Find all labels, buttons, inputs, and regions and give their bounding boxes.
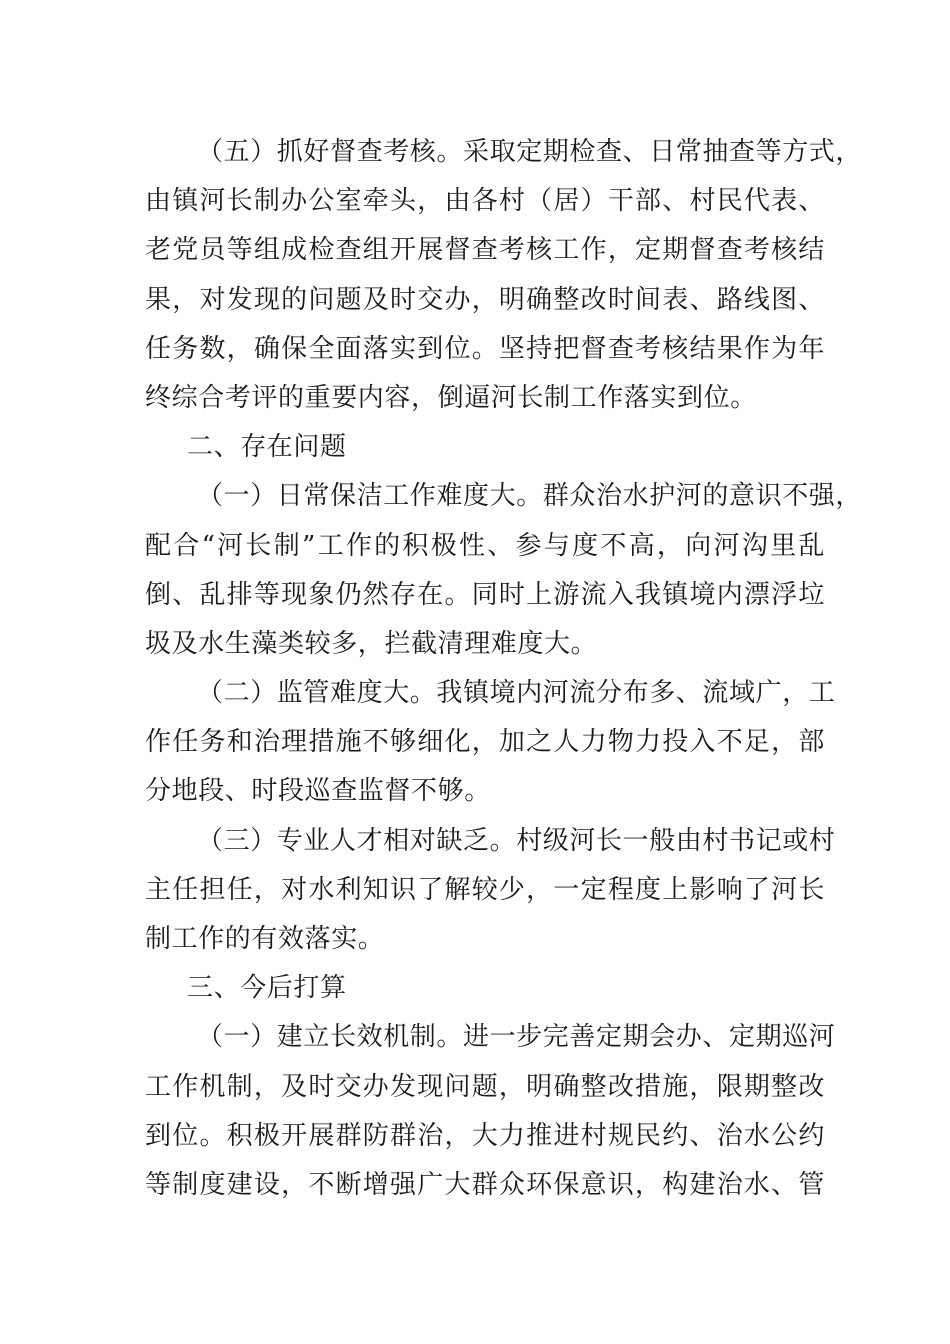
text-line: 工作机制，及时交办发现问题，明确整改措施，限期整改	[145, 1071, 825, 1102]
paragraph-daily-cleaning	[145, 472, 863, 669]
section-heading-existing-problems: 二、存在问题	[187, 432, 347, 463]
document-body	[145, 128, 863, 1210]
text-line: （五）抓好督查考核。采取定期检查、日常抽查等方式，	[197, 137, 863, 167]
paragraph-supervision-difficulty	[145, 669, 836, 817]
text-line: 到位。积极开展群防群治，大力推进村规民约、治水公约	[145, 1120, 825, 1151]
text-line: 配合“河长制”工作的积极性、参与度不高，向河沟里乱	[145, 530, 825, 561]
text-line: 终综合考评的重要内容，倒逼河长制工作落实到位。	[145, 382, 757, 413]
text-line: （二）监管难度大。我镇境内河流分布多、流域广，工	[197, 678, 836, 709]
text-line: 老党员等组成检查组开展督查考核工作，定期督查考核结	[145, 235, 825, 266]
paragraph-supervision-assessment	[145, 128, 863, 423]
text-line: 圾及水生藻类较多，拦截清理难度大。	[145, 628, 598, 659]
text-line: 等制度建设，不断增强广大群众环保意识，构建治水、管	[145, 1169, 825, 1200]
paragraph-talent-shortage	[145, 817, 836, 965]
section-heading-future-plans: 三、今后打算	[187, 973, 347, 1004]
text-line: 果，对发现的问题及时交办，明确整改时间表、路线图、	[145, 284, 825, 315]
text-line: 制工作的有效落实。	[145, 924, 385, 954]
text-line: （一）建立长效机制。进一步完善定期会办、定期巡河	[197, 1022, 836, 1053]
text-line: 由镇河长制办公室牵头，由各村（居）干部、村民代表、	[145, 186, 825, 217]
text-line: 倒、乱排等现象仍然存在。同时上游流入我镇境内漂浮垃	[145, 579, 825, 610]
text-line: 主任担任，对水利知识了解较少，一定程度上影响了河长	[145, 874, 825, 905]
paragraph-long-term-mechanism	[145, 1013, 836, 1210]
text-line: 作任务和治理措施不够细化，加之人力物力投入不足，部	[145, 727, 825, 758]
text-line: 任务数，确保全面落实到位。坚持把督查考核结果作为年	[145, 333, 825, 364]
text-line: 分地段、时段巡查监督不够。	[145, 776, 491, 807]
text-line: （一）日常保洁工作难度大。群众治水护河的意识不强，	[197, 481, 863, 512]
text-line: （三）专业人才相对缺乏。村级河长一般由村书记或村	[197, 825, 836, 856]
